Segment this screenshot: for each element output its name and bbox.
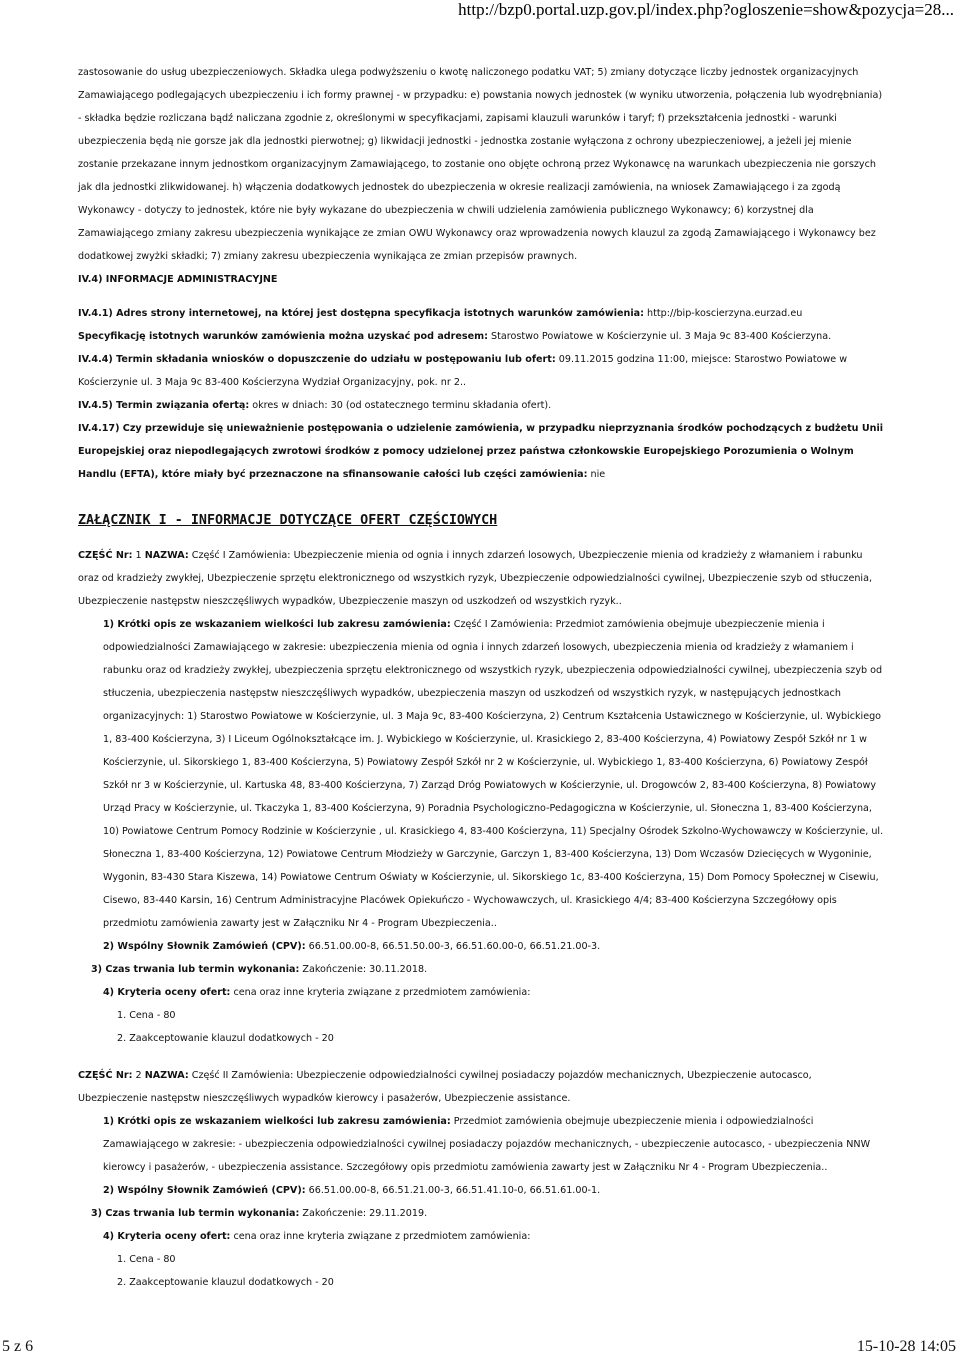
intro-paragraph: zastosowanie do usług ubezpieczeniowych. Składka ulega podwyższeniu o kwotę naliczonego podatku VAT; 5) zmiany dotyczące liczby jednostek organizacyjnych Zamawiającego podlegających ubezpieczeniu i ich formy prawnej - w przypadku: e) powstania nowych jednostek (w wyniku utworzenia, połączenia lub wyodrębniania) - składka będzie rozliczana bądź naliczana zgodnie z, określonymi w specyfikacjami, zapisami klauzuli warunków i taryf; f) przekształcenia jednostki - warunki ubezpieczenia będą nie gorsze jak dla jednostki pierwotnej; g) likwidacji jednostki - jednostka zostanie wyłączona z ochrony ubezpieczeniowej, a jeżeli jej mienie zostanie przekazane innym jednostkom organizacyjnym Zamawiającego, to zostanie ono objęte ochroną przez Wykonawcę na warunkach ubezpieczenia nie gorszych jak dla jednostki zlikwidowanej. h) włączenia dodatkowych jednostek do ubezpieczenia w okresie realizacji zamówienia, na wniosek Zamawiającego i za zgodą Wykonawcy - dotyczy to jednostek, które nie były wykazane do ubezpieczenia w chwili udzielenia zamówienia publicznego Wykonawcy; 6) korzystnej dla Zamawiającego zmiany zakresu ubezpieczenia wynikające ze zmian OWU Wykonawcy oraz wprowadzenia nowych klauzul za zgodą Zamawiającego i Wykonawcy bez dodatkowej zwyżki składki; 7) zmiany zakresu ubezpieczenia wynikająca ze zmian przepisów prawnych. bbox=[78, 67, 883, 262]
part-cpv: 2) Wspólny Słownik Zamówień (CPV): 66.51.00.00-8, 66.51.50.00-3, 66.51.60.00-0, 66.51.21.00-3. bbox=[103, 941, 601, 952]
page-url-header: http://bzp0.portal.uzp.gov.pl/index.php?ogloszenie=show&pozycja=28... bbox=[458, 0, 954, 19]
criteria-item: 1. Cena - 80 bbox=[117, 1010, 176, 1021]
annex-title: ZAŁĄCZNIK I - INFORMACJE DOTYCZĄCE OFERT CZĘŚCIOWYCH bbox=[78, 513, 498, 528]
criteria-item: 1. Cena - 80 bbox=[117, 1254, 176, 1265]
part-cpv: 2) Wspólny Słownik Zamówień (CPV): 66.51.00.00-8, 66.51.21.00-3, 66.51.41.10-0, 66.51.61.00-1. bbox=[103, 1185, 601, 1196]
spec-row: Specyfikację istotnych warunków zamówienia można uzyskać pod adresem: Starostwo Powiatowe w Kościerzynie ul. 3 Maja 9c 83-400 Kościerzyna. bbox=[78, 331, 832, 342]
part-duration: 3) Czas trwania lub termin wykonania: Zakończenie: 29.11.2019. bbox=[91, 1208, 428, 1219]
part-2 bbox=[78, 1064, 884, 1294]
deadline-row: IV.4.4) Termin składania wniosków o dopuszczenie do udziału w postępowaniu lub ofert: 09.11.2015 godzina 11:00, miejsce: Starostwo Powiatowe w Kościerzynie ul. 3 Maja 9c 83-400 Kościerzyna Wydział Organizacyjny, pok. nr 2.. bbox=[78, 354, 848, 388]
part-description: 1) Krótki opis ze wskazaniem wielkości lub zakresu zamówienia: Część I Zamówienia: Przedmiot zamówienia obejmuje ubezpieczenie mienia i odpowiedzialności Zamawiającego w zakresie: ubezpieczenia mienia od ognia i innych zdarzeń losowych, ubezpieczenia mienia od kradzieży z włamaniem i rabunku oraz od kradzieży zwykłej, ubezpieczenia sprzętu elektronicznego od wszystkich ryzyk, ubezpieczenia odpowiedzialności cywilnej, ubezpieczenia szyb od stłuczenia, ubezpieczenia następstw nieszczęśliwych wypadków, ubezpieczenia maszyn od uszkodzeń od wszystkich ryzyk, w następujących jednostkach organizacyjnych: 1) Starostwo Powiatowe w Kościerzynie, ul. 3 Maja 9c, 83-400 Kościerzyna, 2) Centrum Kształcenia Ustawicznego w Kościerzynie, ul. Wybickiego 1, 83-400 Kościerzyna, 3) I Liceum Ogólnokształcące im. J. Wybickiego w Kościerzynie, ul. Krasickiego 2, 83-400 Kościerzyna, 4) Powiatowy Zespół Szkół nr 1 w Kościerzynie, ul. Sikorskiego 1, 83-400 Kościerzyna, 5) Powiatowy Zespół Szkół nr 2 w Kościerzynie, ul. Wybickiego 1, 83-400 Kościerzyna, 6) Powiatowy Zespół Szkół nr 3 w Kościerzynie, ul. Kartuska 48, 83-400 Kościerzyna, 7) Zarząd Dróg Powiatowych w Kościerzynie, ul. Drogowców 2, 83-400 Kościerzyna, 8) Powiatowy Urząd Pracy w Kościerzynie, ul. Tkaczyka 1, 83-400 Kościerzyna, 9) Poradnia Psychologiczno-Pedagogiczna w Kościerzynie, ul. Słoneczna 1, 83-400 Kościerzyna, 10) Powiatowe Centrum Pomocy Rodzinie w Kościerzynie , ul. Krasickiego 4, 83-400 Kościerzyna, 11) Specjalny Ośrodek Szkolno-Wychowawczy w Kościerzynie, ul. Słoneczna 1, 83-400 Kościerzyna, 12) Powiatowe Centrum Młodzieży w Garczynie, Garczyn 1, 83-400 Kościerzyna, 13) Dom Wczasów Dziecięcych w Wygoninie, Wygonin, 83-430 Stara Kiszewa, 14) Powiatowe Centrum Oświaty w Kościerzynie, ul. Sikorskiego 1c, 83-400 Kościerzyna, 15) Dom Pomocy Społecznej w Cisewiu, Cisewo, 83-440 Karsin, 16) Centrum Administracyjne Placówek Opiekuńczo - Wychowawczych, ul. Krasickiego 4/4; 83-400 Kościerzyna Szczegółowy opis przedmiotu zamówienia zawarty jest w Załączniku Nr 4 - Program Ubezpieczenia.. bbox=[103, 619, 884, 929]
part-name: CZĘŚĆ Nr: 1 NAZWA: Część I Zamówienia: Ubezpieczenie mienia od ognia i innych zdarzeń losowych, Ubezpieczenie mienia od kradzieży z włamaniem i rabunku oraz od kradzieży zwykłej, Ubezpieczenie sprzętu elektronicznego od wszystkich ryzyk, Ubezpieczenie odpowiedzialności cywilnej, Ubezpieczenie szyb od stłuczenia, Ubezpieczenie następstw nieszczęśliwych wypadków, Ubezpieczenie maszyn od uszkodzeń od wszystkich ryzyk.. bbox=[78, 550, 873, 607]
page-number: 5 z 6 bbox=[2, 1338, 34, 1355]
url-row: IV.4.1) Adres strony internetowej, na której jest dostępna specyfikacja istotnych warunków zamówienia: http://bip-koscierzyna.eurzad.eu bbox=[78, 308, 803, 319]
print-datetime: 15-10-28 14:05 bbox=[856, 1338, 956, 1355]
part-name: CZĘŚĆ Nr: 2 NAZWA: Część II Zamówienia: Ubezpieczenie odpowiedzialności cywilnej posiadaczy pojazdów mechanicznych, Ubezpieczenie autocasco, Ubezpieczenie następstw nieszczęśliwych wypadków kierowcy i pasażerów, Ubezpieczenie assistance. bbox=[78, 1070, 812, 1104]
part-criteria: 4) Kryteria oceny ofert: cena oraz inne kryteria związane z przedmiotem zamówienia: bbox=[103, 1231, 531, 1242]
criteria-item: 2. Zaakceptowanie klauzul dodatkowych - 20 bbox=[117, 1277, 334, 1288]
part-criteria: 4) Kryteria oceny ofert: cena oraz inne kryteria związane z przedmiotem zamówienia: bbox=[103, 987, 531, 998]
part-1 bbox=[78, 544, 884, 1050]
part-duration: 3) Czas trwania lub termin wykonania: Zakończenie: 30.11.2018. bbox=[91, 964, 428, 975]
section-heading: IV.4) INFORMACJE ADMINISTRACYJNE bbox=[78, 274, 278, 285]
document-body bbox=[78, 61, 884, 1294]
cancel-row: IV.4.17) Czy przewiduje się unieważnienie postępowania o udzielenie zamówienia, w przypadku nieprzyznania środków pochodzących z budżetu Unii Europejskiej oraz niepodlegających zwrotowi środków z pomocy udzielonej przez państwa członkowskie Europejskiego Porozumienia o Wolnym Handlu (EFTA), które miały być przeznaczone na sfinansowanie całości lub części zamówienia: nie bbox=[78, 423, 884, 480]
criteria-item: 2. Zaakceptowanie klauzul dodatkowych - 20 bbox=[117, 1033, 334, 1044]
part-description: 1) Krótki opis ze wskazaniem wielkości lub zakresu zamówienia: Przedmiot zamówienia obejmuje ubezpieczenie mienia i odpowiedzialności Zamawiającego w zakresie: - ubezpieczenia odpowiedzialności cywilnej posiadaczy pojazdów mechanicznych, - ubezpieczenie autocasco, - ubezpieczenia NNW kierowcy i pasażerów, - ubezpieczenia assistance. Szczegółowy opis przedmiotu zamówienia zawarty jest w Załączniku Nr 4 - Program Ubezpieczenia.. bbox=[103, 1116, 871, 1173]
binding-row: IV.4.5) Termin związania ofertą: okres w dniach: 30 (od ostatecznego terminu składania ofert). bbox=[78, 400, 552, 411]
spec-url-link[interactable]: http://bip-koscierzyna.eurzad.eu bbox=[647, 308, 803, 319]
